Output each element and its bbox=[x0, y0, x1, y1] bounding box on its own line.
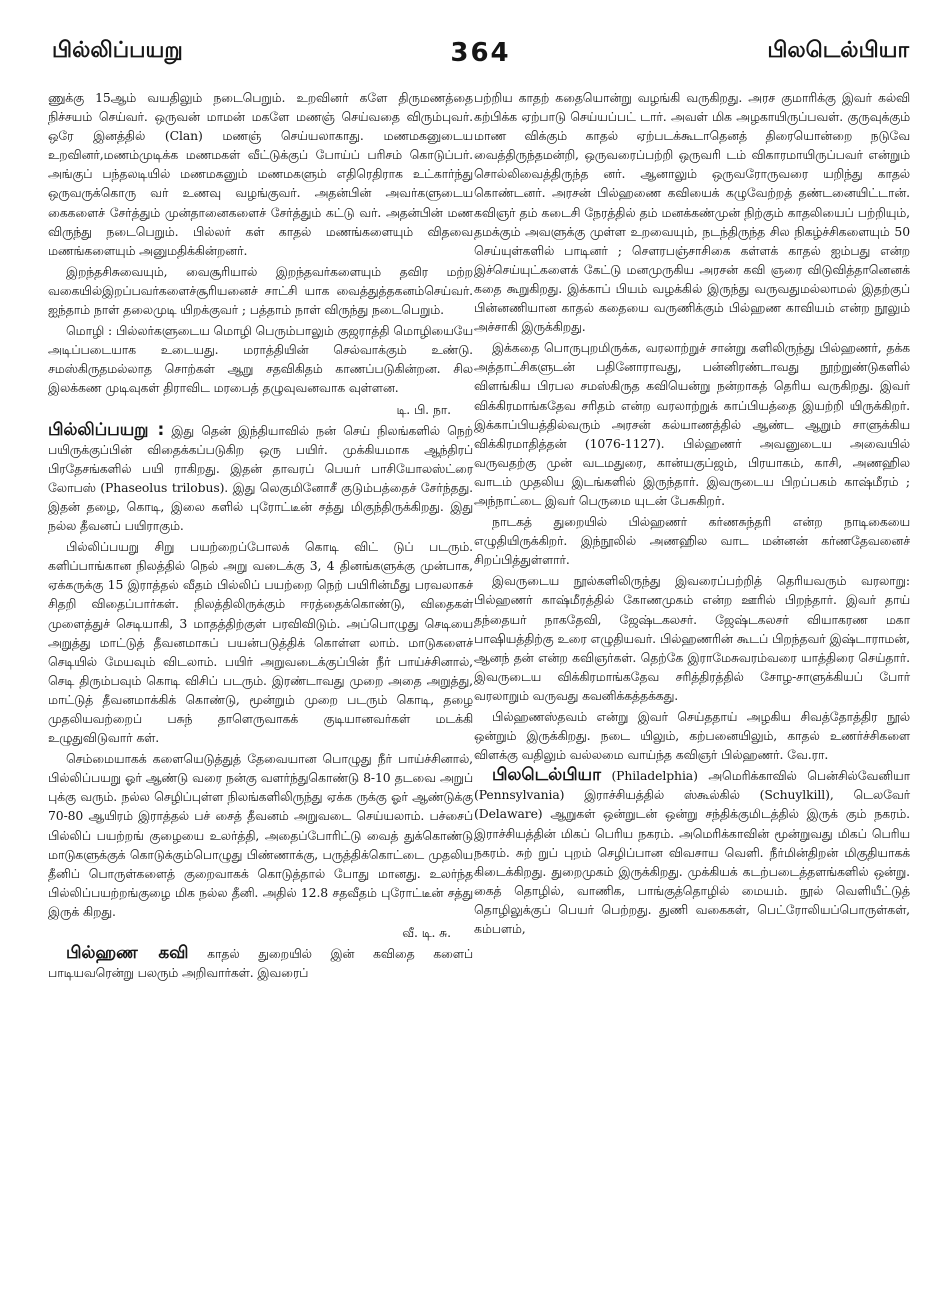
paragraph: நாடகத் துறையில் பில்ஹணர் கர்ணசுந்தரி என்ற நாடிகையை எழுதியிருக்கிறர். இந்நூலில் அணஹில வாட மன்னன் கர்ணதேவனைச் சிறப்பித்துள்ளார். bbox=[474, 514, 910, 568]
author-initials: வீ. டி. சு. bbox=[402, 925, 451, 941]
paragraph: செம்மையாகக் களையெடுத்துத் தேவையான பொழுது நீர் பாய்ச்சினால், பில்லிப்பயறு ஓர் ஆண்டு வரை நன்கு வளர்ந்துகொண்டு 8-10 தடவை அறுப் புக்கு வரும். நல்ல செழிப்புள்ள நிலங்களிலிருந்து ஏக்க ருக்கு ஓர் ஆண்டுக்கு 70-80 ஆயிரம் இராத்தல் பச் சைத் தீவனம் அறுவடை செய்யலாம். பச்சைப் பில்லிப் பயற்றங் குழையை உலர்த்தி, அதைப்போரிட்டு வைத் துக்கொண்டு மாடுகளுக்குக் கொடுக்கும்பொழுது பிண்ணாக்கு, பருத்திக்கொட்டை முதலிய தீனிப் பொருள்களைத் குறைவாகக் கொடுத்தால் போது மானது. உலர்ந்த பில்லிப்பயற்றங்குழை மிக நல்ல தீனி. அதில் 12.8 சதவீதம் புரோட்டீன் சத்து இருக் கிறது. bbox=[48, 751, 473, 919]
paragraph: பில்ஹணஸ்தவம் என்று இவர் செய்ததாய் அழகிய சிவத்தோத்திர நூல் ஒன்றும் இருக்கிறது. நடை யிலும், கற்பனையிலும், காதல் உணர்ச்சிகளை விளக்கு வதிலும் வல்லமை வாய்ந்த கவிஞர் பில்ஹணர். வே.ரா. bbox=[474, 709, 910, 763]
page-number: 364 bbox=[450, 38, 511, 68]
entry-body: காதல் துறையில் இன் கவிதை களைப் பாடியவரென்று பலரும் அறிவார்கள். இவரைப் bbox=[48, 946, 473, 981]
entry-body: இது தென் இந்தியாவில் நன் செய் நிலங்களில் நெற் பயிருக்குப்பின் விதைக்கப்படுகிற ஒரு பயிர். முக்கியமாக ஆந்திரப் பிரதேசங்களில் பயி ராகிறது. இதன் தாவரப் பெயர் பாசியோலஸ்ட்ரை லோபஸ் (Phaseolus trilobus). இது லெகுமினோசீ குடும்பத்தைச் சேர்ந்தது. இதன் தழை, கொடி, இலை களில் புரோட்டீன் சத்து மிகுந்திருக்கிறது. இது நல்ல தீவனப் பயிராகும். bbox=[48, 422, 473, 534]
header-left-word: பில்லிப்பயறு bbox=[52, 38, 183, 63]
entry-headword: பில்ஹண கவி bbox=[66, 943, 189, 964]
entry-headword: பில்லிப்பயறு : bbox=[48, 419, 165, 440]
paragraph: இவருடைய நூல்களிலிருந்து இவரைப்பற்றித் தெரியவரும் வரலாறு: பில்ஹணர் காஷ்மீரத்தில் கோணமுகம் என்ற ஊரில் பிறந்தார். இவர் தாய் தந்தையர் நாகதேவி, ஜேஷ்டகலசர். ஜேஷ்டகலசர் வியாகரண மகா பாஷியத்திற்கு உரை எழுதியவர். பில்ஹணரின் கூடப் பிறந்தவர் இஷ்டாராமன், ஆனந் தன் என்ற கவிஞர்கள். தெற்கே இராமேசுவரம்வரை யாத்திரை செய்தார். இவருடைய விக்கிரமாங்கதேவ சரித்திரத்தில் சோழ-சாளுக்கியப் போர் வரலாறும் வருவது கவனிக்கத்தக்கது. bbox=[474, 573, 910, 703]
paragraph: இறந்தசிசுவையும், வைசூரியால் இறந்தவர்களையும் தவிர மற்ற வகையில்இறப்பவர்களைச்சூரியனைச் சாட்சி யாக வைத்துத்தகனம்செய்வர். ஐந்தாம் நாள் தலைமுடி யிறக்குவர் ; பத்தாம் நாள் விருந்து நடைபெறும். bbox=[48, 263, 473, 318]
author-initials: டி. பி. நா. bbox=[396, 401, 451, 417]
paragraph: ணுக்கு 15ஆம் வயதிலும் நடைபெறும். உறவினர் களே திருமணத்தை நிச்சயம் செய்வர். ஒருவன் மாமன் மகளே மணஞ் செய்வதை விரும்புவர். ஒரே இனத்தில் (Clan) மணஞ் செய்யலாகாது. மணமகனுடைய உறவினர்,மணம்முடிக்க மணமகள் வீட்டுக்குப் போய்ப் பரிசம் கொடுப்பர். அங்குப் பந்தலடியில் மணமகனும் மணமகளும் எதிரெதிராக உட்கார்ந்து ஒருவருக்கொரு வர் உணவு வழங்குவர். அதன்பின் அவர்களுடைய கைகளைச் சேர்த்தும் முன்தானைகளைச் சேர்த்தும் கட்டு வர். அதன்பின் மண விருந்து நடைபெறும். பில்லர் கள் காதல் மணங்களையும் விதவை மணங்களையும் அனுமதிக்கின்றனர். bbox=[48, 90, 473, 258]
header-right-word: பிலடெல்பியா bbox=[767, 38, 909, 63]
paragraph: இக்கதை பொருபுறமிருக்க, வரலாற்றுச் சான்று களிலிருந்து பில்ஹணர், தக்க அத்தாட்சிகளுடன் பதினோராவது, பன்னிரண்டாவது நூற்றுண்டுகளில் விளங்கிய பிரபல சமஸ்கிருத கவியென்று நன்றாகத் தெரிய வருகிறது. இவர் விக்கிரமாங்கதேவ சரிதம் என்ற வரலாற்றுக் காப்பியத்தை இயற்றி யிருக்கிறர். இக்காப்பியத்தில்வரும் அரசன் கல்யாணத்தில் ஆண்ட ஆறும் சாளுக்கிய விக்கிரமாதித்தன் (1076-1127). பில்ஹணர் அவனுடைய அவையில் வருவதற்கு முன் வடமதுரை, கான்யகுப்ஜம், பிரயாகம், காசி, அணஹில வாடம் முதலிய இடங்களில் இருந்தார். இவருடைய பிறப்பகம் காஷ்மீரம் ; அந்நாட்டை இவர் பெருமை யுடன் பேசுகிறர். bbox=[474, 340, 910, 508]
paragraph: பற்றிய காதற் கதையொன்று வழங்கி வருகிறது. அரச குமாரிக்கு இவர் கல்வி கற்பிக்க ஏற்பாடு செய்யப்பட் டார். அவள் மிக அழகாயிருப்பவள். குருவுக்கும் மாண விக்கும் காதல் ஏற்படக்கூடாதெனத் திரையொன்றை நடுவே வைத்திருந்தமன்றி, ஒருவரைப்பற்றி ஒருவரி டம் விகாரமாயிருப்பவர் என்றும் சொல்லிவைத்திருந்த னர். ஆனாலும் ஒருவரோருவரை யறிந்து காதல் கொண்டனர். அரசன் பில்ஹணை கவியைக் கழுவேற்றத் தண்டனையிட்டான். கவிஞர் தம் கடைசி நேரத்தில் தம் மனக்கண்முன் நிற்கும் காதலியைப் பற்றியும், தமக்கும் அவளுக்கு முள்ள உறவையும், நடந்திருந்த சில நிகழ்ச்சிகளையும் 50 செய்யுள்களில் பாடினர் ; சௌரபஞ்சாசிகை கள்ளக் காதல் ஐம்பது என்ற இச்செய்யுட்களைக் கேட்டு மனமுருகிய அரசன் கவி ஞரை விடுவித்தானெனக் கதை கூறுகிறது. இக்காப் பியம் வழக்கில் இருந்து வருவதுமல்லாமல் இதற்குப் பின்னணியான காதல் கதையை வருணிக்கும் பில்ஹண காவியம் என்ற நூலும் அச்சாகி இருக்கிறது. bbox=[474, 90, 910, 335]
entry-paragraph bbox=[48, 421, 473, 536]
right-column bbox=[474, 88, 910, 940]
entry-body: (Philadelphia) அமெரிக்காவில் பென்சில்வேனியா (Pennsylvania) இராச்சியத்தில் ஸ்கூல்கில் (Schuylkill), டெலவேர் (Delaware) ஆறுகள் ஒன்றுடன் ஒன்று சந்திக்குமிடத்தில் இருக் கும் நகரம். இராச்சியத்தின் மிகப் பெரிய நகரம். அமெரிக்காவின் மூன்றுவது மிகப் பெரிய நகரம். சுற் றுப் புறம் செழிப்பான விவசாய வெளி. நீர்மின்திறன் மிகுதியாகக் கிடைக்கிறது. துறைமுகம் இருக்கிறது. முக்கியக் கடற்படைத்தளங்களில் ஒன்று. கைத் தொழில், வாணிக, பாங்குத்தொழில் மையம். நூல் வெளியீட்டுத் தொழிலுக்குப் பெயர் பெற்றது. துணி வகைகள், பெட்ரோலியப்பொருள்கள், கம்பளம், bbox=[474, 768, 911, 937]
left-column bbox=[48, 88, 473, 984]
entry-headword: பிலடெல்பியா bbox=[492, 765, 601, 786]
entry-paragraph bbox=[48, 944, 473, 982]
running-head bbox=[52, 38, 909, 78]
paragraph: மொழி : பில்லர்களுடைய மொழி பெரும்பாலும் குஜராத்தி மொழியையே அடிப்படையாக உடையது. மராத்தியின் செல்வாக்கும் உண்டு. சமஸ்கிருதமல்லாத சொற்கள் ஆறு சதவிகிதம் காணப்படுகின்றன. சில இலக்கண முடிவுகள் திராவிட மரபைத் தழுவுவனவாக வுள்ளன. bbox=[48, 323, 473, 396]
paragraph: பில்லிப்பயறு சிறு பயற்றைப்போலக் கொடி விட் டுப் படரும். களிப்பாங்கான நிலத்தில் நெல் அறு வடைக்கு 3, 4 தினங்களுக்கு முன்பாக, ஏக்கருக்கு 15 இராத்தல் வீதம் பில்லிப் பயற்றை நெற் பயிரின்மீது பரவலாகச் சிதறி விதைப்பார்கள். நிலத்திலிருக்கும் ஈரத்தைக்கொண்டு, விதைகள் முளைத்துச் செடியாகி, 3 மாதத்திற்குள் பரவிவிடும். அப்பொழுது செடியை அறுத்து மாட்டுத் தீவனமாகப் பயன்படுத்திக் கொள்ள லாம். மாடுகளைச் செடியில் மேயவும் விடலாம். பயிர் அறுவடைக்குப்பின் நீர் பாய்ச்சினால், செடி திரும்பவும் கொடி விசிப் படரும். இரண்டாவது முறை அதை அறுத்து, மாட்டுத் தீவனமாக்கிக் கொண்டு, மூன்றும் முறை படரும் கொடி, தழை முதலியவற்றைப் பசுந் தாளெருவாகக் குடியானவர்கள் மடக்கி உழுதுவிடுவார் கள். bbox=[48, 539, 473, 746]
entry-paragraph bbox=[474, 766, 910, 938]
